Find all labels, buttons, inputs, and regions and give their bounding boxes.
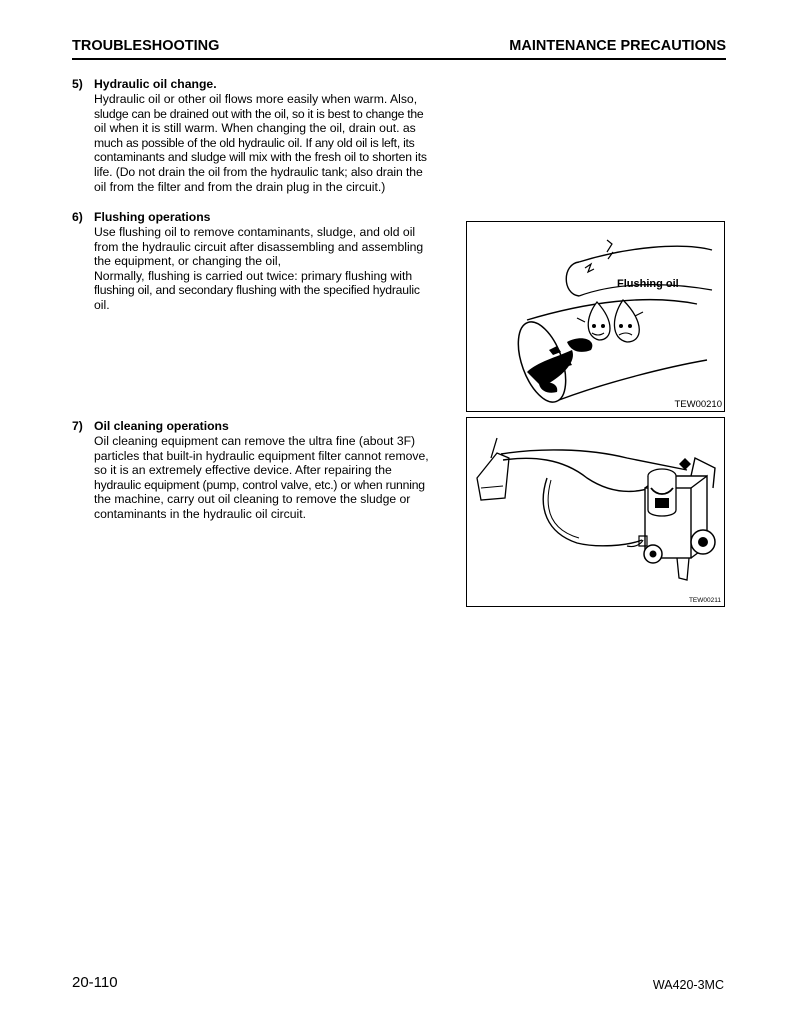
- header-section-title: TROUBLESHOOTING: [72, 38, 220, 54]
- section-number: 7): [72, 419, 83, 433]
- text-line: much as possible of the old hydraulic oil. If any old oil is left, its: [94, 135, 415, 150]
- section-number: 6): [72, 210, 83, 224]
- text-line: contaminants and sludge will mix with the fresh oil to shorten its: [94, 150, 427, 165]
- section-body: [94, 434, 446, 522]
- section-hydraulic-oil-change: [72, 77, 448, 197]
- header-chapter-title: MAINTENANCE PRECAUTIONS: [509, 38, 726, 54]
- section-title: Flushing operations: [94, 210, 211, 224]
- text-line: the equipment, or changing the oil,: [94, 254, 282, 269]
- text-line: oil.: [94, 297, 110, 312]
- section-body: [94, 225, 446, 313]
- text-line: Hydraulic oil or other oil flows more easily when warm. Also,: [94, 92, 418, 106]
- figure-id: TEW00211: [688, 597, 721, 604]
- text-line: Normally, flushing is carried out twice: primary flushing with: [94, 268, 413, 283]
- section-number: 5): [72, 77, 83, 91]
- figure-id: TEW00210: [674, 399, 722, 410]
- cleaning-drawing: [467, 418, 724, 606]
- page-number: 20-110: [72, 974, 118, 991]
- text-line: so it is an extremely effective device. After repairing the: [94, 463, 392, 478]
- text-line: particles that built-in hydraulic equipment filter cannot remove,: [94, 448, 429, 463]
- text-line: Oil cleaning equipment can remove the ultra fine (about 3F): [94, 434, 416, 448]
- section-oil-cleaning-operations: [72, 419, 448, 529]
- flushing-oil-illustration: [466, 221, 725, 412]
- figure-label: Flushing oil: [617, 278, 679, 290]
- text-line: Use flushing oil to remove contaminants, sludge, and old oil: [94, 225, 416, 239]
- text-line: from the hydraulic circuit after disassembling and assembling: [94, 239, 424, 254]
- oil-cleaning-equipment-illustration: [466, 417, 725, 607]
- section-flushing-operations: [72, 210, 448, 320]
- text-line: oil when it is still warm. When changing the oil, drain out. as: [94, 121, 416, 136]
- text-line: flushing oil, and secondary flushing with the specified hydraulic: [94, 283, 420, 298]
- text-line: oil from the filter and from the drain plug in the circuit.): [94, 179, 386, 194]
- text-line: sludge can be drained out with the oil, so it is best to change the: [94, 106, 424, 121]
- text-line: hydraulic equipment (pump, control valve, etc.) or when running: [94, 477, 425, 492]
- section-title: Oil cleaning operations: [94, 419, 229, 433]
- section-body: [94, 92, 446, 194]
- text-line: the machine, carry out oil cleaning to remove the sludge or: [94, 492, 411, 507]
- model-code: WA420-3MC: [652, 978, 724, 992]
- page-header: [72, 38, 726, 60]
- text-line: life. (Do not drain the oil from the hydraulic tank; also drain the: [94, 164, 423, 179]
- flushing-drawing: [467, 222, 724, 411]
- section-title: Hydraulic oil change.: [94, 77, 217, 91]
- text-line: contaminants in the hydraulic oil circuit.: [94, 506, 307, 521]
